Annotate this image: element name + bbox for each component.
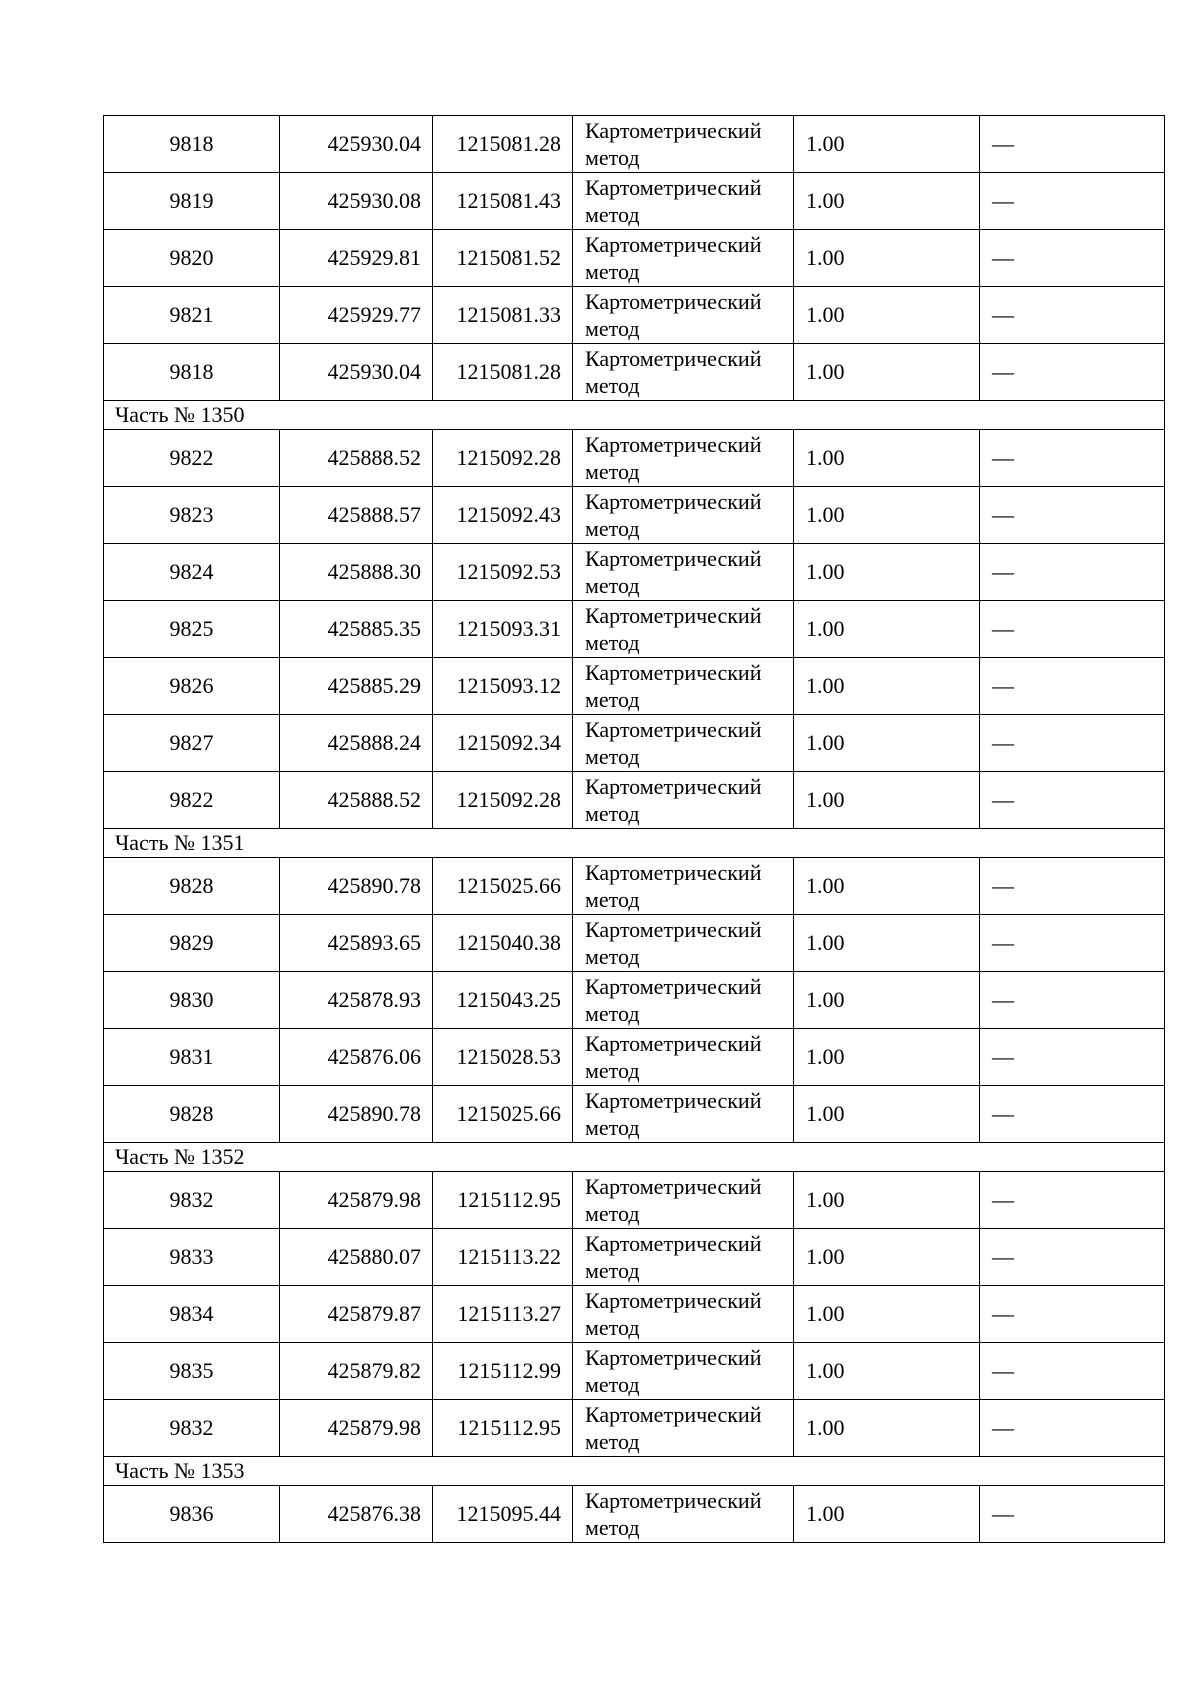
accuracy-cell: 1.00 — [794, 915, 980, 972]
coordinates-table-body — [104, 116, 1165, 1543]
point-number-cell: 9834 — [104, 1286, 280, 1343]
method-cell — [573, 1400, 794, 1457]
table-row — [104, 173, 1165, 230]
section-header-row — [104, 401, 1165, 430]
method-cell — [573, 173, 794, 230]
note-cell: — — [980, 173, 1165, 230]
point-number-cell: 9822 — [104, 772, 280, 829]
table-row — [104, 972, 1165, 1029]
accuracy-cell: 1.00 — [794, 1343, 980, 1400]
table-row — [104, 1343, 1165, 1400]
method-cell — [573, 1286, 794, 1343]
method-cell — [573, 544, 794, 601]
point-number-cell: 9826 — [104, 658, 280, 715]
table-row — [104, 487, 1165, 544]
point-number-cell: 9831 — [104, 1029, 280, 1086]
method-cell — [573, 1172, 794, 1229]
point-number-cell: 9827 — [104, 715, 280, 772]
x-coordinate-cell: 425885.35 — [280, 601, 433, 658]
accuracy-cell: 1.00 — [794, 487, 980, 544]
method-text-line1: Картометрический — [585, 1402, 762, 1427]
accuracy-cell: 1.00 — [794, 715, 980, 772]
y-coordinate-cell: 1215092.43 — [433, 487, 573, 544]
method-cell — [573, 1343, 794, 1400]
x-coordinate-cell: 425876.06 — [280, 1029, 433, 1086]
point-number-cell: 9822 — [104, 430, 280, 487]
note-cell: — — [980, 972, 1165, 1029]
table-row — [104, 772, 1165, 829]
method-text-line1: Картометрический — [585, 660, 762, 685]
x-coordinate-cell: 425930.04 — [280, 344, 433, 401]
method-text-line2: метод — [585, 887, 640, 912]
method-cell — [573, 972, 794, 1029]
accuracy-cell: 1.00 — [794, 1486, 980, 1543]
section-header-row — [104, 829, 1165, 858]
note-cell: — — [980, 715, 1165, 772]
method-text-line1: Картометрический — [585, 1488, 762, 1513]
point-number-cell: 9824 — [104, 544, 280, 601]
note-cell: — — [980, 1172, 1165, 1229]
method-text-line1: Картометрический — [585, 546, 762, 571]
x-coordinate-cell: 425893.65 — [280, 915, 433, 972]
method-text-line2: метод — [585, 573, 640, 598]
section-title: Часть № 1351 — [104, 829, 1165, 858]
method-cell — [573, 430, 794, 487]
method-text-line1: Картометрический — [585, 346, 762, 371]
method-text-line2: метод — [585, 1515, 640, 1540]
point-number-cell: 9835 — [104, 1343, 280, 1400]
method-text-line1: Картометрический — [585, 1174, 762, 1199]
x-coordinate-cell: 425876.38 — [280, 1486, 433, 1543]
accuracy-cell: 1.00 — [794, 858, 980, 915]
accuracy-cell: 1.00 — [794, 1286, 980, 1343]
accuracy-cell: 1.00 — [794, 1400, 980, 1457]
method-text-line1: Картометрический — [585, 289, 762, 314]
x-coordinate-cell: 425888.24 — [280, 715, 433, 772]
note-cell: — — [980, 430, 1165, 487]
note-cell: — — [980, 1086, 1165, 1143]
table-row — [104, 287, 1165, 344]
table-row — [104, 1172, 1165, 1229]
y-coordinate-cell: 1215040.38 — [433, 915, 573, 972]
method-cell — [573, 772, 794, 829]
table-row — [104, 544, 1165, 601]
note-cell: — — [980, 344, 1165, 401]
point-number-cell: 9830 — [104, 972, 280, 1029]
method-cell — [573, 601, 794, 658]
note-cell: — — [980, 915, 1165, 972]
method-text-line1: Картометрический — [585, 489, 762, 514]
table-row — [104, 915, 1165, 972]
method-cell — [573, 487, 794, 544]
method-text-line1: Картометрический — [585, 432, 762, 457]
y-coordinate-cell: 1215081.28 — [433, 116, 573, 173]
method-text-line2: метод — [585, 1372, 640, 1397]
x-coordinate-cell: 425888.57 — [280, 487, 433, 544]
table-row — [104, 658, 1165, 715]
accuracy-cell: 1.00 — [794, 430, 980, 487]
method-text-line2: метод — [585, 259, 640, 284]
point-number-cell: 9818 — [104, 344, 280, 401]
section-header-row — [104, 1457, 1165, 1486]
y-coordinate-cell: 1215113.22 — [433, 1229, 573, 1286]
x-coordinate-cell: 425890.78 — [280, 858, 433, 915]
method-text-line2: метод — [585, 1258, 640, 1283]
accuracy-cell: 1.00 — [794, 972, 980, 1029]
accuracy-cell: 1.00 — [794, 1229, 980, 1286]
method-text-line2: метод — [585, 1315, 640, 1340]
section-title: Часть № 1350 — [104, 401, 1165, 430]
note-cell: — — [980, 772, 1165, 829]
method-cell — [573, 344, 794, 401]
method-text-line1: Картометрический — [585, 603, 762, 628]
x-coordinate-cell: 425929.81 — [280, 230, 433, 287]
x-coordinate-cell: 425879.98 — [280, 1172, 433, 1229]
table-row — [104, 1286, 1165, 1343]
method-text-line2: метод — [585, 1058, 640, 1083]
table-row — [104, 715, 1165, 772]
method-text-line2: метод — [585, 316, 640, 341]
note-cell: — — [980, 1486, 1165, 1543]
section-title: Часть № 1353 — [104, 1457, 1165, 1486]
y-coordinate-cell: 1215028.53 — [433, 1029, 573, 1086]
accuracy-cell: 1.00 — [794, 772, 980, 829]
x-coordinate-cell: 425890.78 — [280, 1086, 433, 1143]
table-row — [104, 601, 1165, 658]
method-cell — [573, 915, 794, 972]
x-coordinate-cell: 425879.87 — [280, 1286, 433, 1343]
y-coordinate-cell: 1215092.28 — [433, 772, 573, 829]
table-row — [104, 1400, 1165, 1457]
y-coordinate-cell: 1215112.95 — [433, 1172, 573, 1229]
y-coordinate-cell: 1215043.25 — [433, 972, 573, 1029]
method-text-line1: Картометрический — [585, 175, 762, 200]
accuracy-cell: 1.00 — [794, 1029, 980, 1086]
method-cell — [573, 1029, 794, 1086]
note-cell: — — [980, 544, 1165, 601]
method-text-line1: Картометрический — [585, 774, 762, 799]
y-coordinate-cell: 1215093.12 — [433, 658, 573, 715]
method-text-line2: метод — [585, 145, 640, 170]
y-coordinate-cell: 1215081.33 — [433, 287, 573, 344]
y-coordinate-cell: 1215081.52 — [433, 230, 573, 287]
y-coordinate-cell: 1215092.28 — [433, 430, 573, 487]
y-coordinate-cell: 1215081.43 — [433, 173, 573, 230]
point-number-cell: 9833 — [104, 1229, 280, 1286]
method-text-line2: метод — [585, 459, 640, 484]
method-cell — [573, 658, 794, 715]
x-coordinate-cell: 425885.29 — [280, 658, 433, 715]
coordinates-table — [103, 115, 1165, 1543]
x-coordinate-cell: 425888.52 — [280, 430, 433, 487]
method-text-line1: Картометрический — [585, 232, 762, 257]
method-text-line2: метод — [585, 1001, 640, 1026]
y-coordinate-cell: 1215112.95 — [433, 1400, 573, 1457]
table-row — [104, 344, 1165, 401]
method-cell — [573, 858, 794, 915]
table-row — [104, 116, 1165, 173]
method-text-line1: Картометрический — [585, 717, 762, 742]
accuracy-cell: 1.00 — [794, 601, 980, 658]
method-text-line2: метод — [585, 801, 640, 826]
method-text-line2: метод — [585, 944, 640, 969]
point-number-cell: 9828 — [104, 858, 280, 915]
accuracy-cell: 1.00 — [794, 1172, 980, 1229]
method-cell — [573, 715, 794, 772]
method-cell — [573, 116, 794, 173]
section-header-row — [104, 1143, 1165, 1172]
note-cell: — — [980, 487, 1165, 544]
point-number-cell: 9832 — [104, 1172, 280, 1229]
table-row — [104, 430, 1165, 487]
method-cell — [573, 1086, 794, 1143]
x-coordinate-cell: 425930.04 — [280, 116, 433, 173]
note-cell: — — [980, 1229, 1165, 1286]
method-text-line1: Картометрический — [585, 1231, 762, 1256]
point-number-cell: 9836 — [104, 1486, 280, 1543]
y-coordinate-cell: 1215113.27 — [433, 1286, 573, 1343]
note-cell: — — [980, 1286, 1165, 1343]
method-text-line1: Картометрический — [585, 917, 762, 942]
method-text-line1: Картометрический — [585, 118, 762, 143]
method-text-line2: метод — [585, 1429, 640, 1454]
method-text-line2: метод — [585, 744, 640, 769]
method-text-line2: метод — [585, 202, 640, 227]
note-cell: — — [980, 601, 1165, 658]
accuracy-cell: 1.00 — [794, 544, 980, 601]
y-coordinate-cell: 1215095.44 — [433, 1486, 573, 1543]
table-row — [104, 230, 1165, 287]
note-cell: — — [980, 858, 1165, 915]
accuracy-cell: 1.00 — [794, 1086, 980, 1143]
method-text-line2: метод — [585, 1201, 640, 1226]
table-row — [104, 858, 1165, 915]
method-cell — [573, 230, 794, 287]
y-coordinate-cell: 1215092.53 — [433, 544, 573, 601]
accuracy-cell: 1.00 — [794, 230, 980, 287]
accuracy-cell: 1.00 — [794, 116, 980, 173]
table-row — [104, 1229, 1165, 1286]
point-number-cell: 9828 — [104, 1086, 280, 1143]
method-text-line1: Картометрический — [585, 1288, 762, 1313]
table-row — [104, 1029, 1165, 1086]
method-text-line1: Картометрический — [585, 1031, 762, 1056]
point-number-cell: 9832 — [104, 1400, 280, 1457]
x-coordinate-cell: 425888.52 — [280, 772, 433, 829]
method-text-line2: метод — [585, 1115, 640, 1140]
point-number-cell: 9819 — [104, 173, 280, 230]
method-cell — [573, 1229, 794, 1286]
note-cell: — — [980, 1029, 1165, 1086]
y-coordinate-cell: 1215093.31 — [433, 601, 573, 658]
method-text-line2: метод — [585, 516, 640, 541]
method-text-line1: Картометрический — [585, 860, 762, 885]
method-cell — [573, 287, 794, 344]
method-text-line1: Картометрический — [585, 1345, 762, 1370]
method-text-line2: метод — [585, 687, 640, 712]
method-text-line1: Картометрический — [585, 1088, 762, 1113]
x-coordinate-cell: 425930.08 — [280, 173, 433, 230]
table-row — [104, 1486, 1165, 1543]
y-coordinate-cell: 1215025.66 — [433, 858, 573, 915]
note-cell: — — [980, 1400, 1165, 1457]
accuracy-cell: 1.00 — [794, 173, 980, 230]
method-text-line2: метод — [585, 630, 640, 655]
note-cell: — — [980, 116, 1165, 173]
method-cell — [573, 1486, 794, 1543]
note-cell: — — [980, 1343, 1165, 1400]
point-number-cell: 9820 — [104, 230, 280, 287]
note-cell: — — [980, 658, 1165, 715]
point-number-cell: 9821 — [104, 287, 280, 344]
x-coordinate-cell: 425879.82 — [280, 1343, 433, 1400]
note-cell: — — [980, 287, 1165, 344]
accuracy-cell: 1.00 — [794, 287, 980, 344]
x-coordinate-cell: 425878.93 — [280, 972, 433, 1029]
y-coordinate-cell: 1215081.28 — [433, 344, 573, 401]
point-number-cell: 9825 — [104, 601, 280, 658]
y-coordinate-cell: 1215092.34 — [433, 715, 573, 772]
section-title: Часть № 1352 — [104, 1143, 1165, 1172]
x-coordinate-cell: 425888.30 — [280, 544, 433, 601]
y-coordinate-cell: 1215112.99 — [433, 1343, 573, 1400]
note-cell: — — [980, 230, 1165, 287]
point-number-cell: 9823 — [104, 487, 280, 544]
x-coordinate-cell: 425880.07 — [280, 1229, 433, 1286]
accuracy-cell: 1.00 — [794, 658, 980, 715]
x-coordinate-cell: 425879.98 — [280, 1400, 433, 1457]
point-number-cell: 9829 — [104, 915, 280, 972]
y-coordinate-cell: 1215025.66 — [433, 1086, 573, 1143]
method-text-line2: метод — [585, 373, 640, 398]
x-coordinate-cell: 425929.77 — [280, 287, 433, 344]
table-row — [104, 1086, 1165, 1143]
method-text-line1: Картометрический — [585, 974, 762, 999]
accuracy-cell: 1.00 — [794, 344, 980, 401]
point-number-cell: 9818 — [104, 116, 280, 173]
